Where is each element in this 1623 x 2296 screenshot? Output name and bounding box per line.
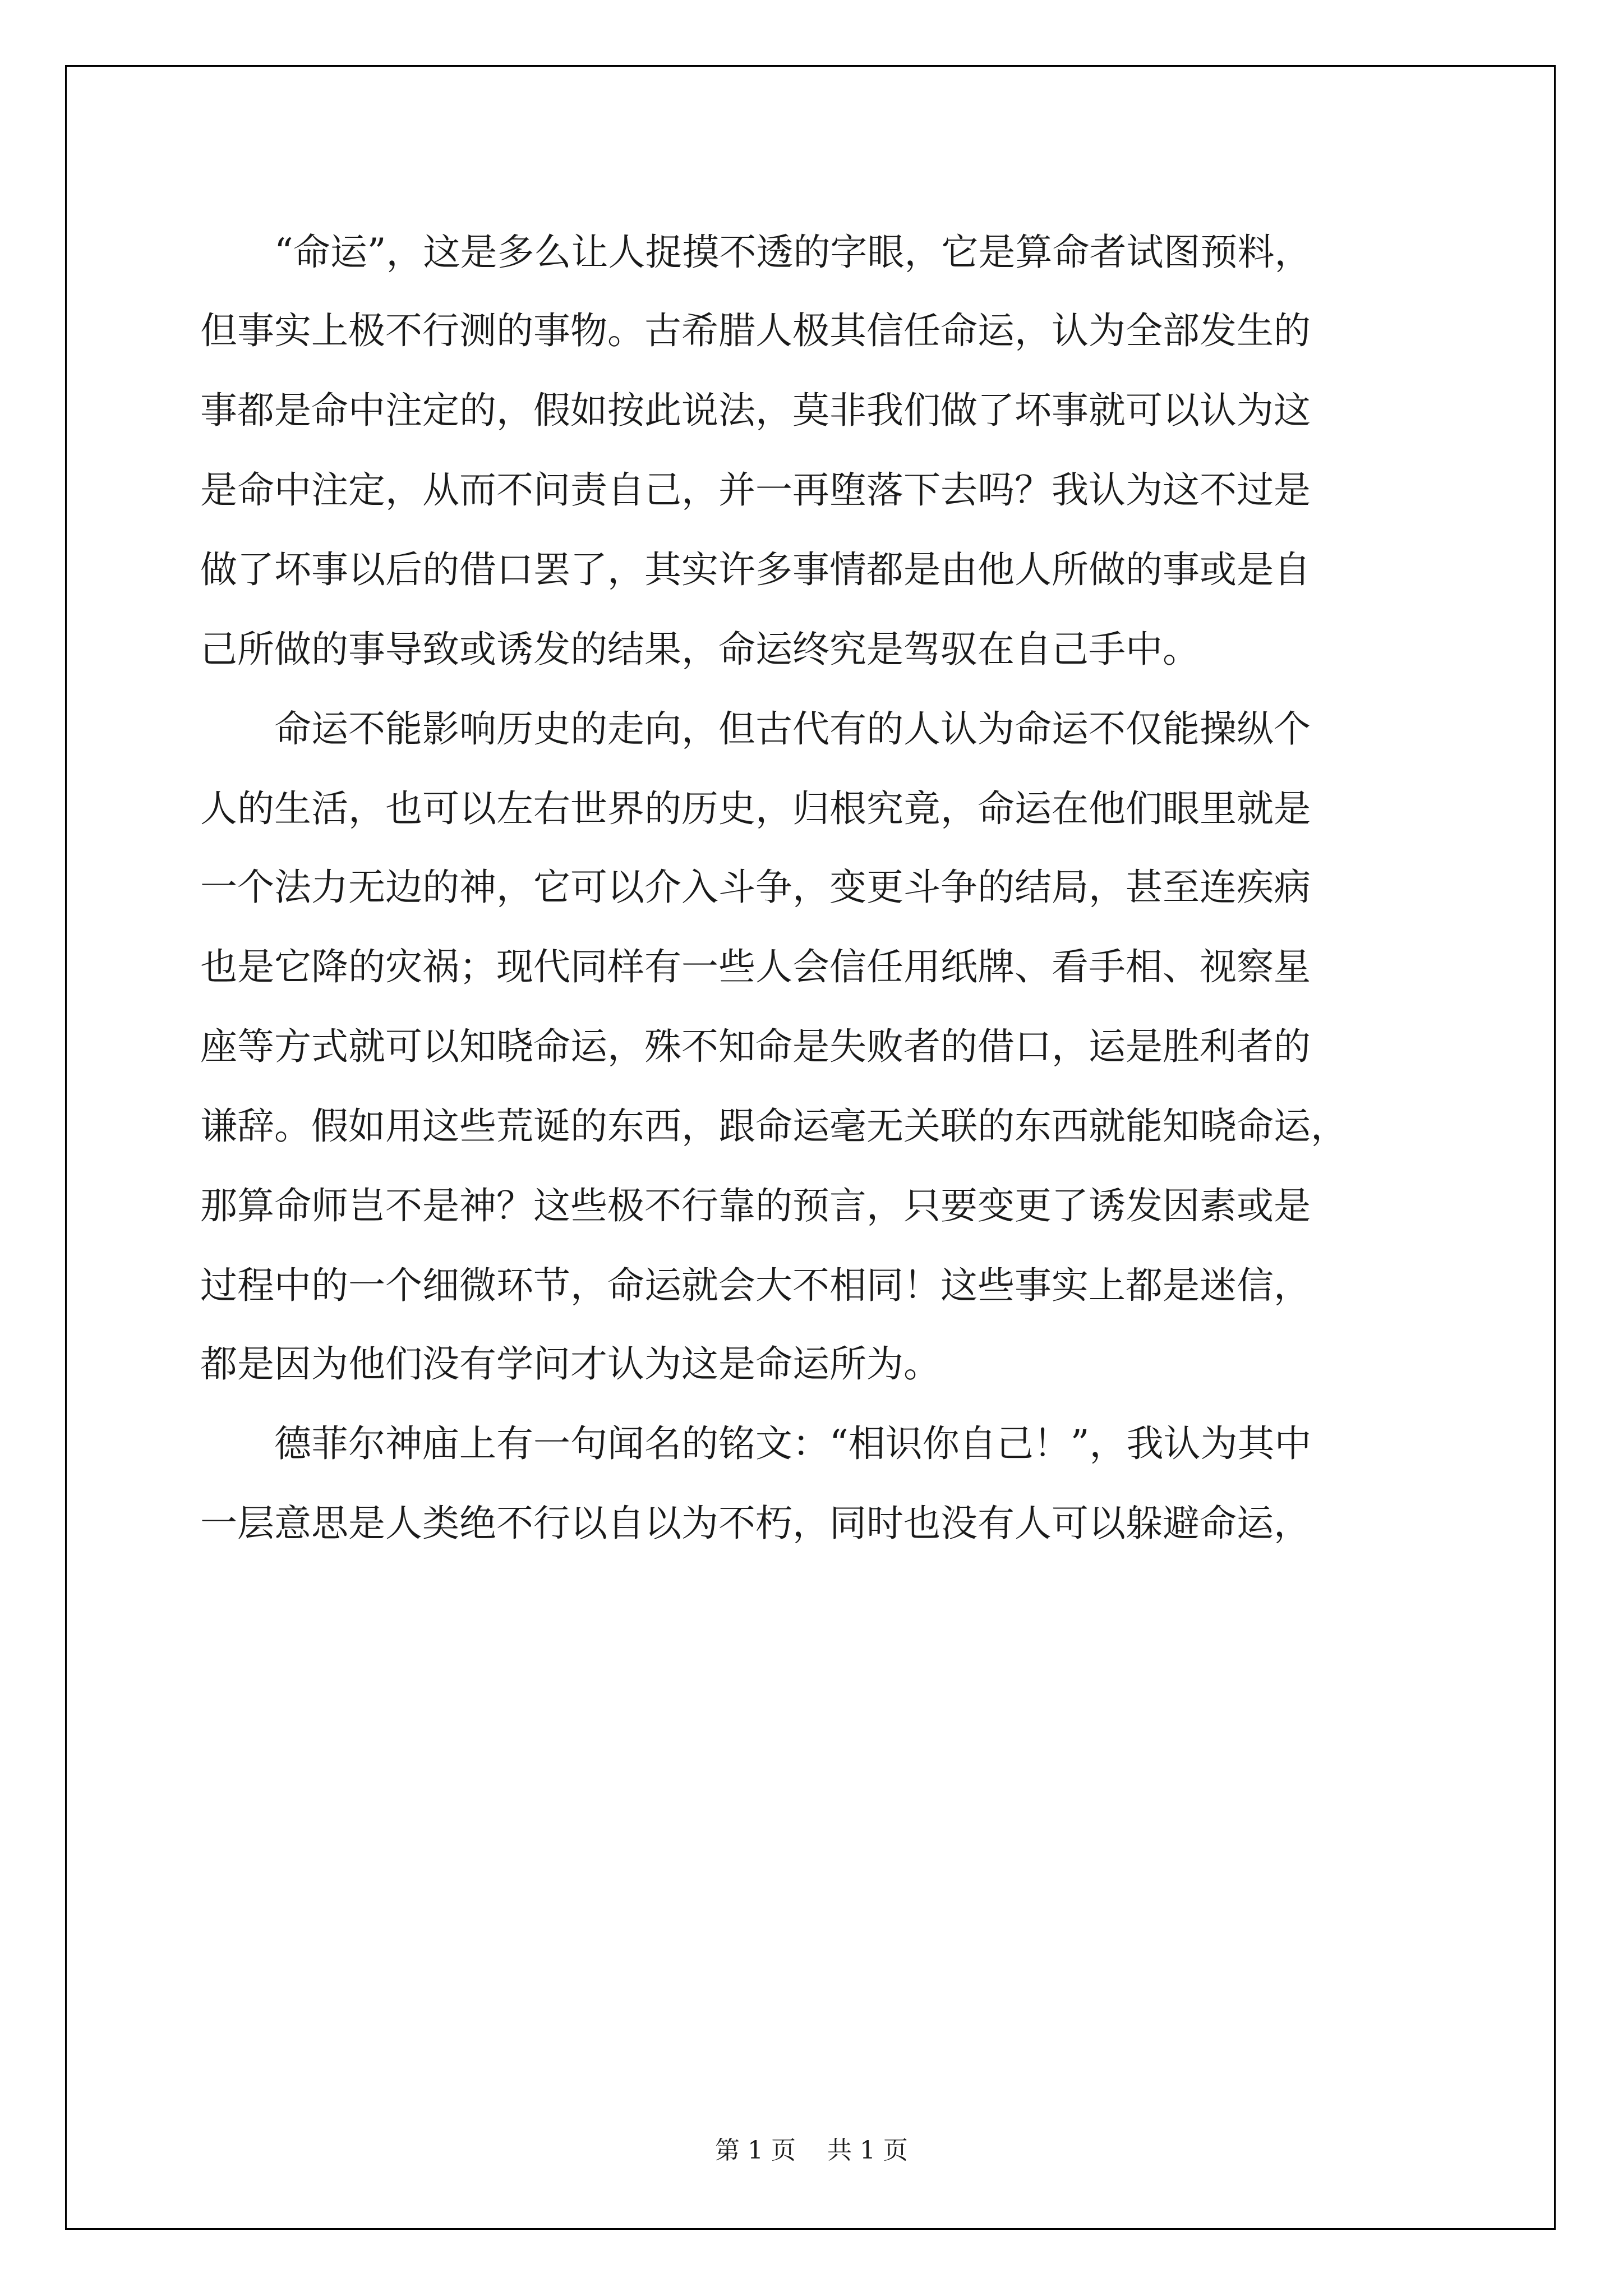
paragraph-2-line-7: 那算命师岂不是神？这些极不行靠的预言，只要变更了诱发因素或是 (200, 1184, 1311, 1227)
paragraph-1-line-4: 是命中注定，从而不问责自己，并一再堕落下去吗？我认为这不过是 (200, 468, 1311, 512)
paragraph-1-line-1: “命运”，这是多么让人捉摸不透的字眼，它是算命者试图预料， (274, 231, 1312, 274)
paragraph-2-line-1: 命运不能影响历史的走向，但古代有的人认为命运不仅能操纵个 (274, 707, 1311, 751)
paragraph-3-line-2: 一层意思是人类绝不行以自以为不朽，同时也没有人可以躲避命运， (200, 1502, 1311, 1545)
paragraph-2-line-8: 过程中的一个细微环节，命运就会大不相同！这些事实上都是迷信， (200, 1264, 1311, 1307)
paragraph-2-line-3: 一个法力无边的神，它可以介入斗争，变更斗争的结局，甚至连疾病 (200, 866, 1311, 909)
paragraph-2-line-5: 座等方式就可以知晓命运，殊不知命是失败者的借口，运是胜利者的 (200, 1025, 1311, 1068)
paragraph-1-line-6: 己所做的事导致或诱发的结果，命运终究是驾驭在自己手中。 (200, 628, 1200, 671)
paragraph-1-line-3: 事都是命中注定的，假如按此说法，莫非我们做了坏事就可以认为这 (200, 389, 1311, 432)
paragraph-1-line-5: 做了坏事以后的借口罢了，其实许多事情都是由他人所做的事或是自 (200, 548, 1311, 591)
paragraph-2-line-6: 谦辞。假如用这些荒诞的东西，跟命运毫无关联的东西就能知晓命运， (200, 1105, 1348, 1148)
paragraph-2-line-4: 也是它降的灾祸；现代同样有一些人会信任用纸牌、看手相、视察星 (200, 945, 1311, 988)
paragraph-2-line-2: 人的生活，也可以左右世界的历史，归根究竟，命运在他们眼里就是 (200, 787, 1311, 830)
paragraph-2-line-9: 都是因为他们没有学问才认为这是命运所为。 (200, 1342, 940, 1386)
paragraph-3-line-1: 德菲尔神庙上有一句闻名的铭文：“相识你自己！”，我认为其中 (274, 1422, 1312, 1465)
page-footer: 第 1 页 共 1 页 (715, 2136, 908, 2165)
paragraph-1-line-2: 但事实上极不行测的事物。古希腊人极其信任命运，认为全部发生的 (200, 309, 1311, 352)
